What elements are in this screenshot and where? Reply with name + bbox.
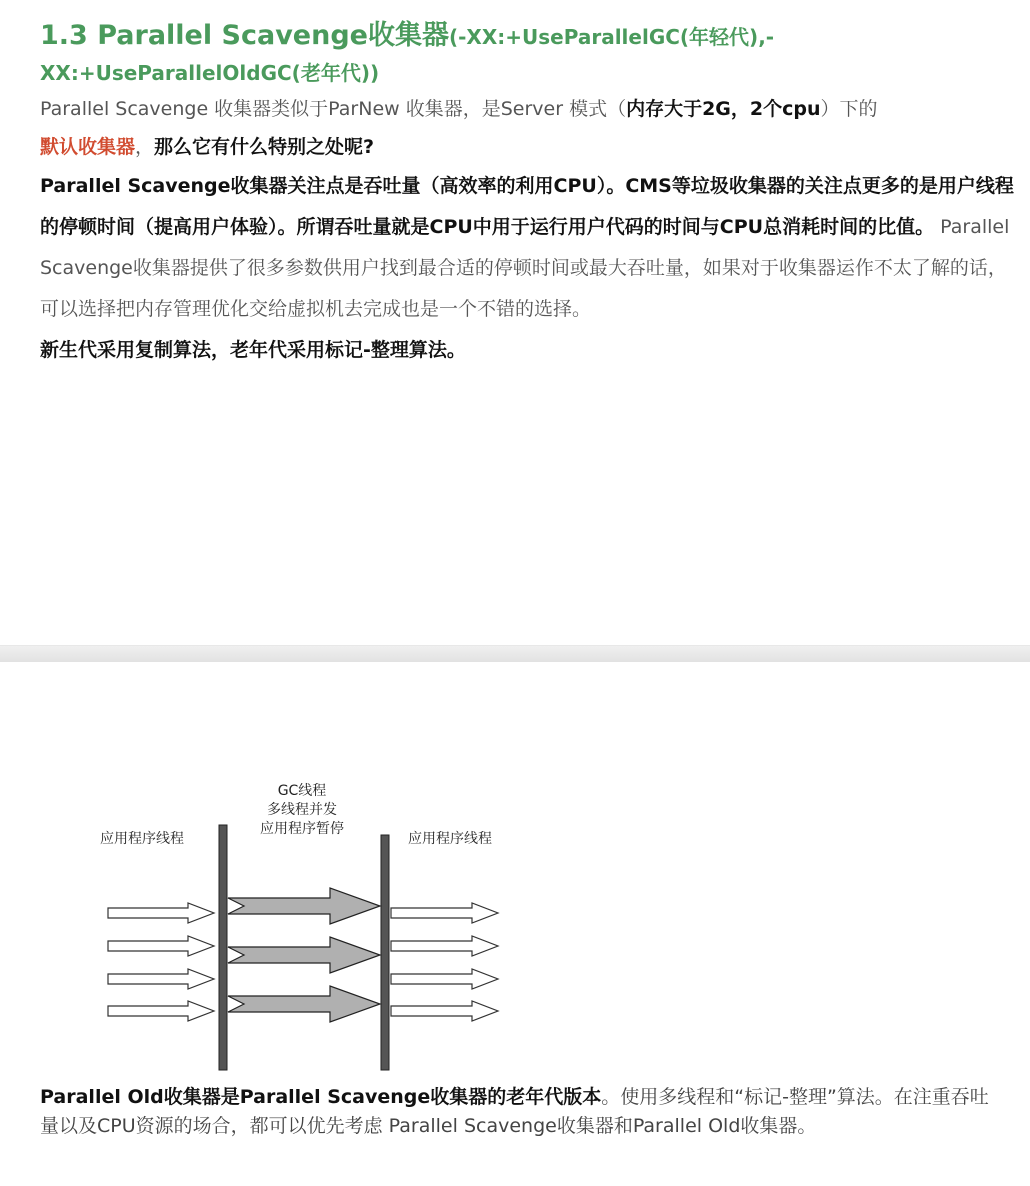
intro-question: 那么它有什么特别之处呢? <box>154 136 375 158</box>
heading-jvm-flag-young: (-XX:+UseParallelGC(年轻代),- <box>448 25 775 49</box>
gc-arrow-2 <box>228 937 380 973</box>
right-arrow-2 <box>391 936 498 956</box>
left-arrow-3 <box>108 969 214 989</box>
throughput-bold-text: Parallel Scavenge收集器关注点是吞吐量（高效率的利用CPU）。CMS等垃圾收集器的关注点更多的是用户线程的停顿时间（提高用户体验）。所谓吞吐量就是CPU中用于运行用户代码的时间与CPU总消耗时间的比值。 <box>40 175 1014 238</box>
gc-thread-diagram <box>0 770 560 1080</box>
parallel-old-bold-text: Parallel Old收集器是Parallel Scavenge收集器的老年代版本 <box>40 1086 602 1108</box>
section-parallel-old <box>40 1083 1000 1141</box>
heading-jvm-flag-old: XX:+UseParallelOldGC(老年代)) <box>40 61 380 85</box>
heading-title: 1.3 Parallel Scavenge收集器 <box>40 20 449 51</box>
pause-end-bar <box>381 835 389 1070</box>
heading-line-1 <box>40 14 1015 56</box>
intro-paragraph <box>40 90 1015 166</box>
throughput-paragraph <box>40 166 1015 330</box>
pause-start-bar <box>219 825 227 1070</box>
left-thread-arrows <box>108 903 214 1021</box>
right-arrow-4 <box>391 1001 498 1021</box>
label-app-threads-right: 应用程序线程 <box>408 831 492 847</box>
intro-text-1: Parallel Scavenge 收集器类似于ParNew 收集器，是Server 模式（ <box>40 98 627 120</box>
gc-thread-arrows <box>228 888 380 1022</box>
intro-default-collector: 默认收集器 <box>40 136 136 158</box>
left-arrow-1 <box>108 903 214 923</box>
intro-bold-memory: 内存大于2G，2个cpu <box>626 98 821 120</box>
intro-comma: ， <box>135 136 155 158</box>
right-arrow-1 <box>391 903 498 923</box>
throughput-normal-text: Parallel Scavenge收集器提供了很多参数供用户找到最合适的停顿时间或最大吞吐量，如果对于收集器运作不太了解的话，可以选择把内存管理优化交给虚拟机去完成也是一个不错的选择。 <box>40 216 1010 320</box>
section-divider <box>0 645 1030 662</box>
gc-diagram-svg <box>0 770 560 1080</box>
gc-arrow-3 <box>228 986 380 1022</box>
label-app-paused: 应用程序暂停 <box>260 821 344 837</box>
parallel-old-normal-text: 。使用多线程和“标记-整理”算法。在注重吞吐量以及CPU资源的场合，都可以优先考虑 Parallel Scavenge收集器和Parallel Old收集器。 <box>40 1086 989 1137</box>
label-multithread-concurrent: 多线程并发 <box>267 802 337 818</box>
label-app-threads-left: 应用程序线程 <box>100 831 184 847</box>
gc-arrow-1 <box>228 888 380 924</box>
left-arrow-2 <box>108 936 214 956</box>
right-thread-arrows <box>391 903 498 1021</box>
parallel-old-paragraph <box>40 1083 1000 1141</box>
section-parallel-scavenge <box>40 14 1015 371</box>
algorithm-paragraph: 新生代采用复制算法，老年代采用标记-整理算法。 <box>40 339 466 361</box>
section-heading <box>40 14 1015 90</box>
intro-text-2: ）下的 <box>820 98 878 120</box>
right-arrow-3 <box>391 969 498 989</box>
label-gc-threads: GC线程 <box>277 783 327 799</box>
left-arrow-4 <box>108 1001 214 1021</box>
